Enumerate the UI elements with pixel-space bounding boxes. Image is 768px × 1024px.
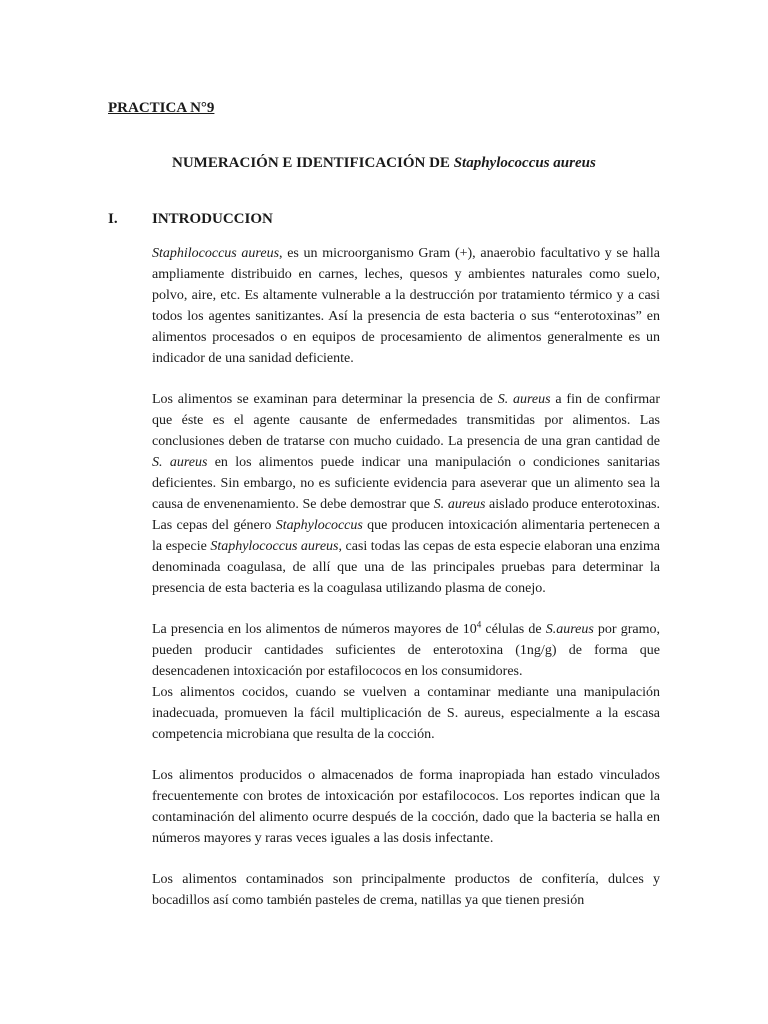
species-name: S.aureus: [545, 622, 594, 637]
paragraph-text: Los alimentos se examinan para determinar la presencia de: [152, 392, 498, 407]
paragraph-text: células de: [481, 622, 546, 637]
document-title: [172, 155, 596, 172]
species-name: S. aureus: [497, 392, 551, 407]
paragraph-text: , casi todas las cepas de esta especie elaboran una enzima denominada coagulasa, de allí que una de las principales pruebas para determinar la presencia de esta bacteria es la coagulasa utilizando plasma de conejo.: [152, 539, 660, 596]
title-species: Staphylococcus aureus: [453, 155, 596, 171]
paragraph-text: aislado produce enterotoxinas. Las cepas del género: [152, 497, 660, 533]
paragraph-1: [152, 243, 660, 369]
species-name: S. aureus: [433, 497, 486, 512]
species-name: Staphylococcus aureus: [210, 539, 339, 554]
exponent: 4: [476, 619, 482, 630]
paragraph-text: a fin de confirmar que éste es el agente causante de enfermedades transmitidas por alimentos. Las conclusiones deben de tratarse con mucho cuidado. La presencia de una gran cantidad de: [152, 392, 660, 449]
paragraph-4: Los alimentos cocidos, cuando se vuelven a contaminar mediante una manipulación inadecuada, promueven la fácil multiplicación de S. aureus, especialmente a la escasa competencia microbiana que resulta de la cocción.: [152, 685, 660, 742]
paragraph-text: por gramo, pueden producir cantidades suficientes de enterotoxina (1ng/g) de forma que desencadenen intoxicación por estafilococos en los consumidores.: [152, 622, 660, 679]
paragraph-text: en los alimentos puede indicar una manipulación o condiciones sanitarias deficientes. Sin embargo, no es suficiente evidencia para aseverar que un alimento sea la causa de envenenamiento. Se debe demostrar que: [152, 455, 660, 512]
section-number: I.: [108, 211, 118, 227]
paragraph-text: que producen intoxicación alimentaria pertenecen a la especie: [152, 518, 661, 554]
practice-number: PRACTICA N°9: [108, 100, 215, 116]
species-name: S. aureus: [152, 455, 208, 470]
paragraph-2: [152, 389, 660, 599]
paragraph-5: Los alimentos producidos o almacenados de forma inapropiada han estado vinculados frecuentemente con brotes de intoxicación por estafilococos. Los reportes indican que la contaminación del alimento ocurre después de la cocción, dado que la bacteria se halla en números mayores y raras veces iguales a las dosis infectante.: [152, 768, 660, 846]
paragraph-text: , es un microorganismo Gram (+), anaerobio facultativo y se halla ampliamente distribuido en carnes, leches, quesos y ambientes naturales como suelo, polvo, aire, etc. Es altamente vulnerable a la destrucción por tratamiento térmico y a casi todos los agentes sanitizantes. Así la presencia de esta bacteria o sus “enterotoxinas” en alimentos procesados o en equipos de procesamiento de alimentos generalmente es un indicador de una sanidad deficiente.: [152, 246, 660, 366]
section-title: INTRODUCCION: [152, 211, 273, 227]
paragraph-6: Los alimentos contaminados son principalmente productos de confitería, dulces y bocadillos así como también pasteles de crema, natillas ya que tienen presión: [152, 872, 660, 908]
body-text: [152, 243, 660, 931]
paragraph-3: [152, 619, 660, 682]
section-heading: [108, 211, 273, 228]
paragraph-text: La presencia en los alimentos de números mayores de 10: [152, 622, 477, 637]
title-prefix: NUMERACIÓN E IDENTIFICACIÓN DE: [172, 155, 454, 171]
species-name: Staphilococcus aureus: [152, 246, 280, 261]
genus-name: Staphylococcus: [275, 518, 363, 533]
